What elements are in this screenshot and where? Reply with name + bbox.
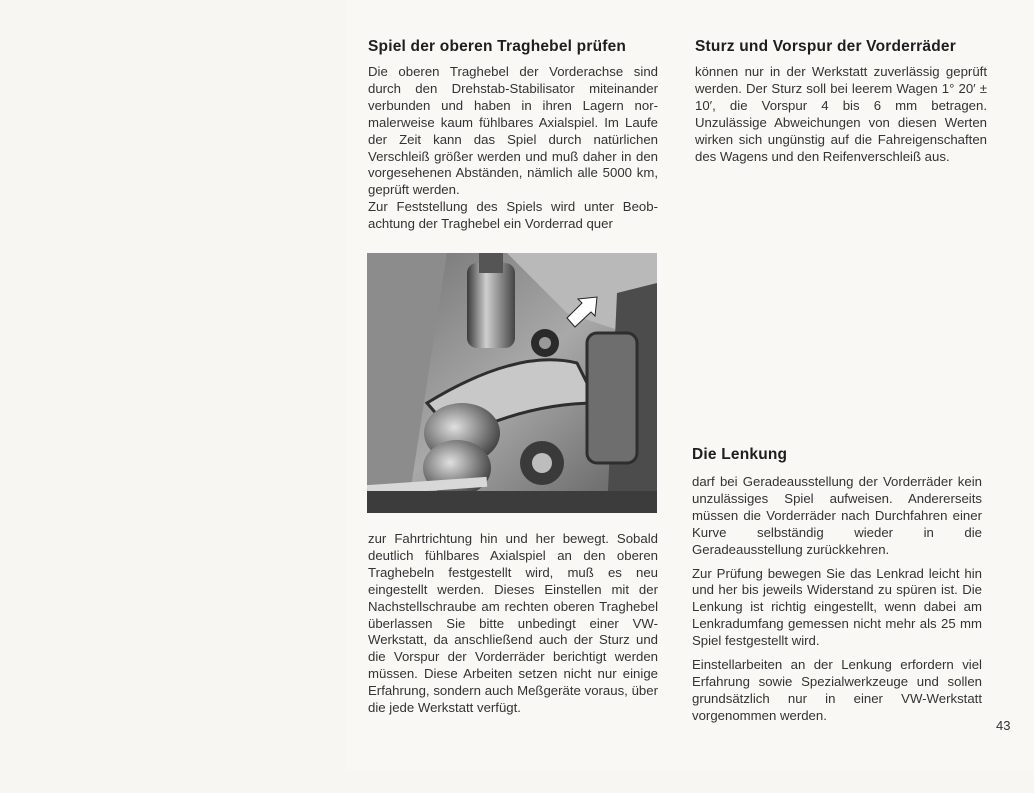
page-number: 43 (996, 718, 1011, 733)
paragraph-lenkung-workshop: Einstellarbeiten an der Lenkung erfordern viel Erfahrung sowie Spezialwerkzeuge und sollen grundsätzlich nur in einer VW-Werkstatt vorgenommen werden. (692, 657, 982, 723)
paragraph-lenkung-check: Zur Prüfung bewegen Sie das Lenkrad leicht hin und her bis jeweils Widerstand zu spüren ist. Die Lenkung ist richtig eingestellt, wenn dabei am Lenkradumfang gemessen nicht mehr als 25 mm Spiel festgestellt wird. (692, 565, 982, 649)
heading-lenkung: Die Lenkung (692, 446, 788, 463)
paragraph-traghebel-intro: Die oberen Traghebel der Vorderachse sind durch den Drehstab-Stabilisator miteinander verbunden und haben in ihren Lagern normalerweise kaum fühlbares Axialspiel. Im Laufe der Zeit kann das Spiel durch natürlichen Verschleiß größer werden und muß daher in den vorgesehenen Abständen, nämlich alle 5000 km, geprüft werden. (368, 64, 658, 198)
paragraph-lenkung-intro: darf bei Geradeausstellung der Vorderräder kein unzulässiges Spiel aufweisen. Andererseits müssen die Vorderräder nach Durchfahren einer Kurve selbständig wieder in die Geradeausstellung zurückkehren. (692, 474, 982, 557)
paragraph-traghebel-check: Zur Feststellung des Spiels wird unter Beobachtung der Traghebel ein Vorderrad quer (368, 199, 658, 232)
right-text-sturz (695, 64, 987, 165)
left-text-top (368, 64, 658, 233)
paragraph-sturz-vorspur: können nur in der Werkstatt zuverlässig geprüft werden. Der Sturz soll bei leerem Wagen 1° 20′ ± 10′, die Vorspur 4 bis 6 mm betragen. Unzulässige Abweichungen von diesen Werten wirken sich ungünstig auf die Fahreigenschaften des Wagens und den Reifenverschleiß aus. (695, 64, 987, 164)
heading-traghebel: Spiel der oberen Traghebel prüfen (368, 38, 627, 55)
heading-sturz-vorspur: Sturz und Vorspur der Vorderräder (695, 38, 956, 55)
paragraph-traghebel-adjust: zur Fahrtrichtung hin und her bewegt. Sobald deutlich fühlbares Axialspiel an den oberen Traghebeln festgestellt wird, muß es neu eingestellt werden. Dieses Einstellen mit der Nachstellschraube am rechten oberen Traghebel überlassen Sie bitte unbedingt einer VW-Werkstatt, da anschließend auch der Sturz und die Vorspur der Vorderräder berichtigt werden müssen. Diese Arbeiten setzen nicht nur einige Erfahrung, sondern auch Meßgeräte voraus, über die jede Werkstatt verfügt. (368, 531, 658, 716)
left-text-bottom (368, 531, 658, 717)
suspension-photo-graphic (367, 253, 657, 513)
right-text-lenkung (692, 474, 982, 725)
suspension-photo (367, 253, 657, 513)
